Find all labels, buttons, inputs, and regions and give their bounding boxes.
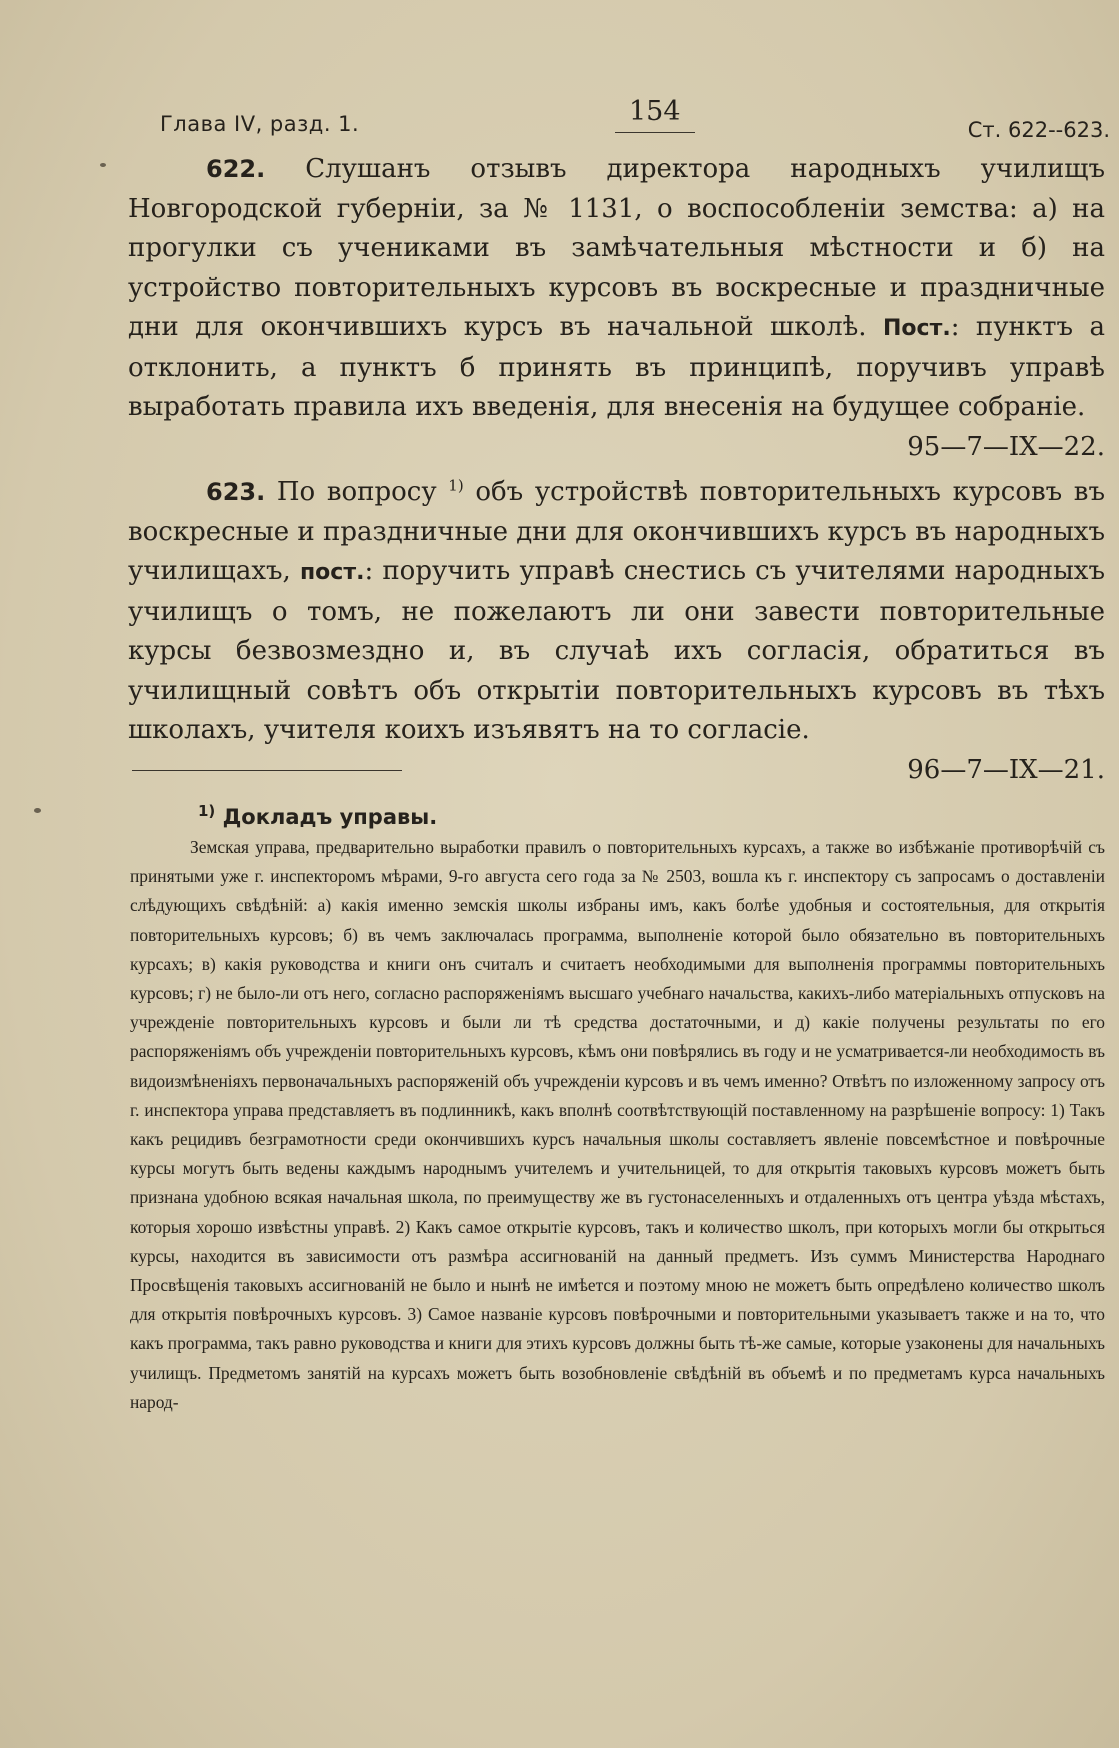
article-text: : пунктъ а отклонить, а пунктъ б принять въ принципѣ, поручивъ управѣ выработать правила ихъ введенія, для внесенія на будущее собраніе. [128, 312, 1105, 422]
resolution-label: Пост. [883, 316, 951, 341]
chapter-section-label: Глава IV, разд. 1. [160, 112, 360, 136]
article-text: объ устройствѣ повторительныхъ курсовъ въ воскресные и праздничные дни для окончившихъ курсъ въ народныхъ училищахъ, [128, 477, 1105, 586]
footnote-marker: 1) [448, 476, 464, 495]
footnote-title [198, 802, 1105, 829]
article-622 [128, 150, 1105, 428]
session-reference: 95—7—IX—22. [907, 431, 1105, 462]
article-number: 623. [206, 478, 266, 506]
running-header [160, 96, 1110, 146]
resolution-label: пост. [299, 560, 365, 585]
article-range-label: Ст. 622--623. [967, 118, 1110, 142]
margin-speck [100, 163, 106, 167]
article-text: : поручить управѣ снестись съ учителями народныхъ училищъ о томъ, не пожелаютъ ли они завести повторительные курсы безвозмездно и, въ случаѣ ихъ согласія, обратиться въ училищный совѣтъ объ открытіи повторительныхъ курсовъ въ тѣхъ школахъ, учителя коихъ изъявятъ на то согласіе. [128, 556, 1105, 745]
main-text [128, 150, 1105, 796]
article-number: 622. [206, 155, 266, 183]
article-text: Слушанъ отзывъ директора народныхъ училищъ Новгородской губерніи, за № 1131, о воспособленіи земства: а) на прогулки съ учениками въ замѣчательныя мѣстности и б) на устройство повторительныхъ курсовъ въ воскресные и праздничные дни для окончившихъ курсъ въ начальной школѣ. [128, 154, 1105, 342]
margin-speck [34, 808, 41, 813]
page-number: 154 [615, 96, 695, 133]
footnote-body: Земская управа, предварительно выработки правилъ о повторительныхъ курсахъ, а также во избѣжаніе противорѣчій съ принятыми уже г. инспекторомъ мѣрами, 9-го августа сего года за № 2503, вошла къ г. инспектору съ запросамъ о доставленіи слѣдующихъ свѣдѣній: а) какія именно земскія школы избраны имъ, какъ болѣе удобныя и состоятельныя, для открытія повторительныхъ курсовъ; б) въ чемъ заключалась программа, выполненіе которой было обязательно въ повторительныхъ курсахъ; в) какія руководства и книги онъ считалъ и считаетъ необходимыми для выполненія программы повторительныхъ курсовъ; г) не было-ли отъ него, согласно распоряженіямъ высшаго учебнаго начальства, какихъ-либо матеріальныхъ отпусковъ на учрежденіе повторительныхъ курсовъ и были ли тѣ средства достаточными, и д) какіе получены результаты по его распоряженіямъ объ учрежденіи повторительныхъ курсовъ, кѣмъ они повѣрялись въ году и не усматривается-ли необходимость въ видоизмѣненіяхъ первоначальныхъ распоряженій объ учрежденіи курсовъ и въ чемъ именно? Отвѣтъ по изложенному запросу отъ г. инспектора управа представляетъ въ подлинникѣ, какъ вполнѣ соотвѣтствующій поставленному на разрѣшеніе вопросу: 1) Такъ какъ рецидивъ безграмотности среди окончившихъ курсъ начальныя школы составляетъ явленіе повсемѣстное и повѣрочные курсы могутъ быть ведены каждымъ народнымъ учителемъ и учительницей, то для открытія таковыхъ курсовъ можетъ быть признана удобною всякая начальная школа, по преимуществу же въ густонаселенныхъ и отдаленныхъ отъ центра уѣзда мѣстахъ, которыя хорошо извѣстны управѣ. 2) Какъ самое открытіе курсовъ, такъ и количество школъ, при которыхъ могли бы открыться курсы, находится въ зависимости отъ размѣра ассигнованій на данный предметъ. Изъ суммъ Министерства Народнаго Просвѣщенія таковыхъ ассигнованій не было и нынѣ не имѣется и поэтому мною не можетъ быть опредѣлено количество школъ для открытія повѣрочныхъ курсовъ. 3) Самое названіе курсовъ повѣрочными и повторительными указываетъ также и на то, что какъ программа, такъ равно руководства и книги для этихъ курсовъ должны быть тѣ-же самые, которые узаконены для начальныхъ училищъ. Предметомъ занятій на курсахъ можетъ быть возобновленіе свѣдѣній въ объемѣ и по предметамъ курса начальныхъ народ- [130, 837, 1105, 1412]
footnote-divider [132, 770, 402, 771]
footnote-heading: Докладъ управы. [215, 805, 438, 829]
article-623 [128, 473, 1105, 751]
article-text: По вопросу [265, 477, 449, 507]
footnote-marker: 1) [198, 802, 216, 820]
footnote [130, 802, 1105, 1417]
session-reference: 96—7—IX—21. [907, 754, 1105, 785]
